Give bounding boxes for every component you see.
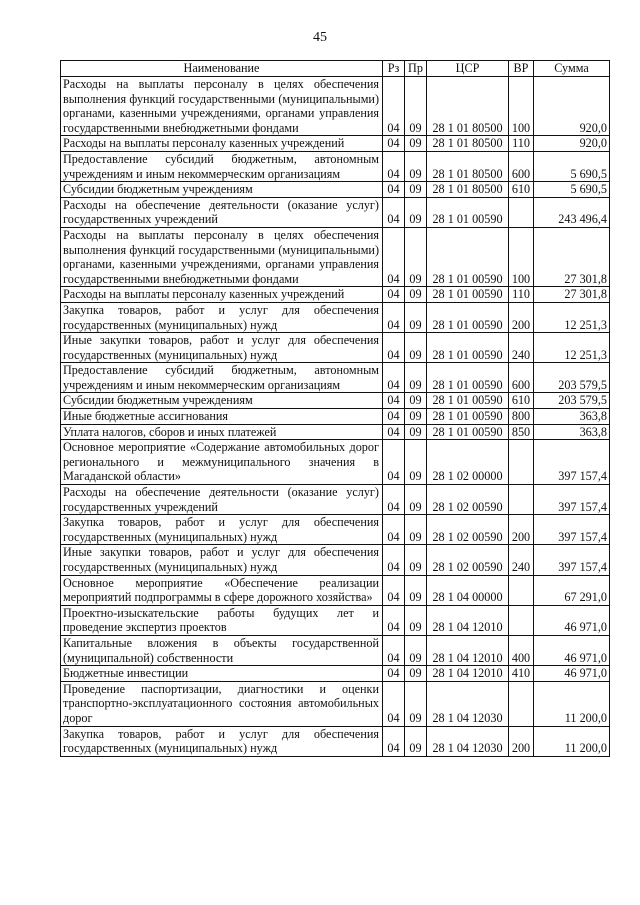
- row-csr: 28 1 02 00000: [427, 440, 509, 485]
- row-vr: [509, 197, 534, 227]
- table-row: [61, 409, 610, 425]
- row-sum: 363,8: [534, 409, 610, 425]
- row-vr: [509, 681, 534, 726]
- row-rz: 04: [383, 287, 405, 303]
- row-sum: 920,0: [534, 77, 610, 136]
- row-pr: 09: [405, 681, 427, 726]
- table-row: [61, 726, 610, 756]
- row-rz: 04: [383, 726, 405, 756]
- row-name: Проведение паспортизации, диагностики и оценки транспортно-эксплуатационного состояния автомобильных дорог: [61, 681, 383, 726]
- row-pr: 09: [405, 151, 427, 181]
- table-row: [61, 545, 610, 575]
- row-vr: 610: [509, 182, 534, 198]
- row-csr: 28 1 01 80500: [427, 151, 509, 181]
- row-vr: 600: [509, 151, 534, 181]
- row-csr: 28 1 01 80500: [427, 182, 509, 198]
- row-pr: 09: [405, 393, 427, 409]
- row-vr: 100: [509, 77, 534, 136]
- row-csr: 28 1 01 00590: [427, 333, 509, 363]
- row-name: Основное мероприятие «Обеспечение реализации мероприятий подпрограммы в сфере дорожного хозяйства»: [61, 575, 383, 605]
- row-csr: 28 1 04 12010: [427, 635, 509, 665]
- table-row: [61, 485, 610, 515]
- row-csr: 28 1 01 80500: [427, 136, 509, 152]
- table-row: [61, 515, 610, 545]
- row-rz: 04: [383, 605, 405, 635]
- budget-table: [60, 60, 610, 757]
- table-row: [61, 227, 610, 286]
- row-vr: 600: [509, 363, 534, 393]
- row-csr: 28 1 01 00590: [427, 302, 509, 332]
- row-rz: 04: [383, 545, 405, 575]
- row-pr: 09: [405, 182, 427, 198]
- row-sum: 27 301,8: [534, 227, 610, 286]
- row-name: Основное мероприятие «Содержание автомобильных дорог регионального и межмуниципального значения в Магаданской области»: [61, 440, 383, 485]
- row-sum: 46 971,0: [534, 635, 610, 665]
- row-name: Субсидии бюджетным учреждениям: [61, 393, 383, 409]
- row-sum: 243 496,4: [534, 197, 610, 227]
- row-csr: 28 1 01 00590: [427, 287, 509, 303]
- row-csr: 28 1 02 00590: [427, 545, 509, 575]
- row-rz: 04: [383, 302, 405, 332]
- row-name: Уплата налогов, сборов и иных платежей: [61, 424, 383, 440]
- row-pr: 09: [405, 605, 427, 635]
- row-pr: 09: [405, 726, 427, 756]
- table-row: [61, 182, 610, 198]
- table-row: [61, 635, 610, 665]
- row-vr: 240: [509, 545, 534, 575]
- row-pr: 09: [405, 302, 427, 332]
- row-vr: 800: [509, 409, 534, 425]
- row-name: Расходы на выплаты персоналу в целях обеспечения выполнения функций государственными (муниципальными) органами, казенными учреждениями, органами управления государственными внебюджетными фондами: [61, 227, 383, 286]
- row-name: Закупка товаров, работ и услуг для обеспечения государственных (муниципальных) нужд: [61, 302, 383, 332]
- row-name: Расходы на обеспечение деятельности (оказание услуг) государственных учреждений: [61, 197, 383, 227]
- table-body: [61, 77, 610, 757]
- page-number: 45: [313, 30, 327, 45]
- row-pr: 09: [405, 409, 427, 425]
- row-sum: 397 157,4: [534, 515, 610, 545]
- row-rz: 04: [383, 485, 405, 515]
- row-vr: 240: [509, 333, 534, 363]
- row-rz: 04: [383, 333, 405, 363]
- row-csr: 28 1 04 12030: [427, 681, 509, 726]
- row-sum: 12 251,3: [534, 302, 610, 332]
- row-rz: 04: [383, 151, 405, 181]
- row-name: Предоставление субсидий бюджетным, автономным учреждениям и иным некоммерческим организациям: [61, 151, 383, 181]
- row-sum: 203 579,5: [534, 393, 610, 409]
- row-rz: 04: [383, 666, 405, 682]
- row-rz: 04: [383, 363, 405, 393]
- table-header-row: [61, 61, 610, 77]
- table-row: [61, 136, 610, 152]
- row-sum: 11 200,0: [534, 726, 610, 756]
- row-rz: 04: [383, 681, 405, 726]
- row-rz: 04: [383, 440, 405, 485]
- row-pr: 09: [405, 635, 427, 665]
- row-rz: 04: [383, 575, 405, 605]
- row-vr: 410: [509, 666, 534, 682]
- row-sum: 46 971,0: [534, 666, 610, 682]
- row-csr: 28 1 01 00590: [427, 197, 509, 227]
- row-csr: 28 1 04 12030: [427, 726, 509, 756]
- row-csr: 28 1 02 00590: [427, 485, 509, 515]
- row-csr: 28 1 02 00590: [427, 515, 509, 545]
- row-csr: 28 1 01 00590: [427, 393, 509, 409]
- table-row: [61, 681, 610, 726]
- header-sum: Сумма: [534, 61, 610, 77]
- row-pr: 09: [405, 515, 427, 545]
- row-name: Субсидии бюджетным учреждениям: [61, 182, 383, 198]
- row-name: Расходы на выплаты персоналу в целях обеспечения выполнения функций государственными (муниципальными) органами, казенными учреждениями, органами управления государственными внебюджетными фондами: [61, 77, 383, 136]
- row-rz: 04: [383, 409, 405, 425]
- row-rz: 04: [383, 136, 405, 152]
- row-csr: 28 1 01 00590: [427, 424, 509, 440]
- row-name: Расходы на выплаты персоналу казенных учреждений: [61, 287, 383, 303]
- row-name: Закупка товаров, работ и услуг для обеспечения государственных (муниципальных) нужд: [61, 726, 383, 756]
- row-sum: 5 690,5: [534, 182, 610, 198]
- row-csr: 28 1 04 12010: [427, 666, 509, 682]
- table-row: [61, 302, 610, 332]
- row-rz: 04: [383, 182, 405, 198]
- header-pr: Пр: [405, 61, 427, 77]
- row-sum: 397 157,4: [534, 545, 610, 575]
- table-row: [61, 440, 610, 485]
- row-sum: 27 301,8: [534, 287, 610, 303]
- row-sum: 397 157,4: [534, 485, 610, 515]
- row-sum: 67 291,0: [534, 575, 610, 605]
- row-vr: 110: [509, 136, 534, 152]
- row-sum: 203 579,5: [534, 363, 610, 393]
- row-vr: 850: [509, 424, 534, 440]
- row-pr: 09: [405, 77, 427, 136]
- row-pr: 09: [405, 227, 427, 286]
- row-name: Расходы на выплаты персоналу казенных учреждений: [61, 136, 383, 152]
- row-csr: 28 1 01 00590: [427, 227, 509, 286]
- row-rz: 04: [383, 424, 405, 440]
- row-name: Проектно-изыскательские работы будущих лет и проведение экспертиз проектов: [61, 605, 383, 635]
- row-sum: 12 251,3: [534, 333, 610, 363]
- row-name: Иные закупки товаров, работ и услуг для обеспечения государственных (муниципальных) нужд: [61, 545, 383, 575]
- row-csr: 28 1 04 12010: [427, 605, 509, 635]
- table-row: [61, 151, 610, 181]
- table-row: [61, 333, 610, 363]
- header-vr: ВР: [509, 61, 534, 77]
- row-csr: 28 1 01 00590: [427, 409, 509, 425]
- row-name: Капитальные вложения в объекты государственной (муниципальной) собственности: [61, 635, 383, 665]
- row-pr: 09: [405, 136, 427, 152]
- header-name: Наименование: [61, 61, 383, 77]
- row-rz: 04: [383, 77, 405, 136]
- row-sum: 11 200,0: [534, 681, 610, 726]
- row-sum: 46 971,0: [534, 605, 610, 635]
- row-vr: 200: [509, 515, 534, 545]
- row-name: Закупка товаров, работ и услуг для обеспечения государственных (муниципальных) нужд: [61, 515, 383, 545]
- row-vr: 400: [509, 635, 534, 665]
- row-sum: 5 690,5: [534, 151, 610, 181]
- row-rz: 04: [383, 197, 405, 227]
- row-rz: 04: [383, 515, 405, 545]
- row-rz: 04: [383, 227, 405, 286]
- row-pr: 09: [405, 287, 427, 303]
- row-name: Расходы на обеспечение деятельности (оказание услуг) государственных учреждений: [61, 485, 383, 515]
- row-pr: 09: [405, 440, 427, 485]
- table-row: [61, 666, 610, 682]
- table-row: [61, 605, 610, 635]
- row-vr: [509, 575, 534, 605]
- row-sum: 920,0: [534, 136, 610, 152]
- table-row: [61, 363, 610, 393]
- row-vr: 110: [509, 287, 534, 303]
- row-csr: 28 1 04 00000: [427, 575, 509, 605]
- row-vr: [509, 440, 534, 485]
- row-pr: 09: [405, 424, 427, 440]
- row-pr: 09: [405, 363, 427, 393]
- row-sum: 363,8: [534, 424, 610, 440]
- row-vr: 200: [509, 726, 534, 756]
- row-csr: 28 1 01 00590: [427, 363, 509, 393]
- row-pr: 09: [405, 575, 427, 605]
- header-rz: Рз: [383, 61, 405, 77]
- row-name: Иные бюджетные ассигнования: [61, 409, 383, 425]
- row-pr: 09: [405, 545, 427, 575]
- row-sum: 397 157,4: [534, 440, 610, 485]
- row-vr: 200: [509, 302, 534, 332]
- row-vr: 100: [509, 227, 534, 286]
- row-vr: [509, 605, 534, 635]
- row-pr: 09: [405, 485, 427, 515]
- row-name: Иные закупки товаров, работ и услуг для обеспечения государственных (муниципальных) нужд: [61, 333, 383, 363]
- table-row: [61, 77, 610, 136]
- row-rz: 04: [383, 635, 405, 665]
- row-name: Бюджетные инвестиции: [61, 666, 383, 682]
- row-csr: 28 1 01 80500: [427, 77, 509, 136]
- row-pr: 09: [405, 197, 427, 227]
- table-row: [61, 575, 610, 605]
- table-row: [61, 393, 610, 409]
- header-csr: ЦСР: [427, 61, 509, 77]
- row-rz: 04: [383, 393, 405, 409]
- row-pr: 09: [405, 333, 427, 363]
- table-row: [61, 197, 610, 227]
- row-name: Предоставление субсидий бюджетным, автономным учреждениям и иным некоммерческим организациям: [61, 363, 383, 393]
- table-row: [61, 424, 610, 440]
- table-row: [61, 287, 610, 303]
- row-vr: 610: [509, 393, 534, 409]
- row-pr: 09: [405, 666, 427, 682]
- row-vr: [509, 485, 534, 515]
